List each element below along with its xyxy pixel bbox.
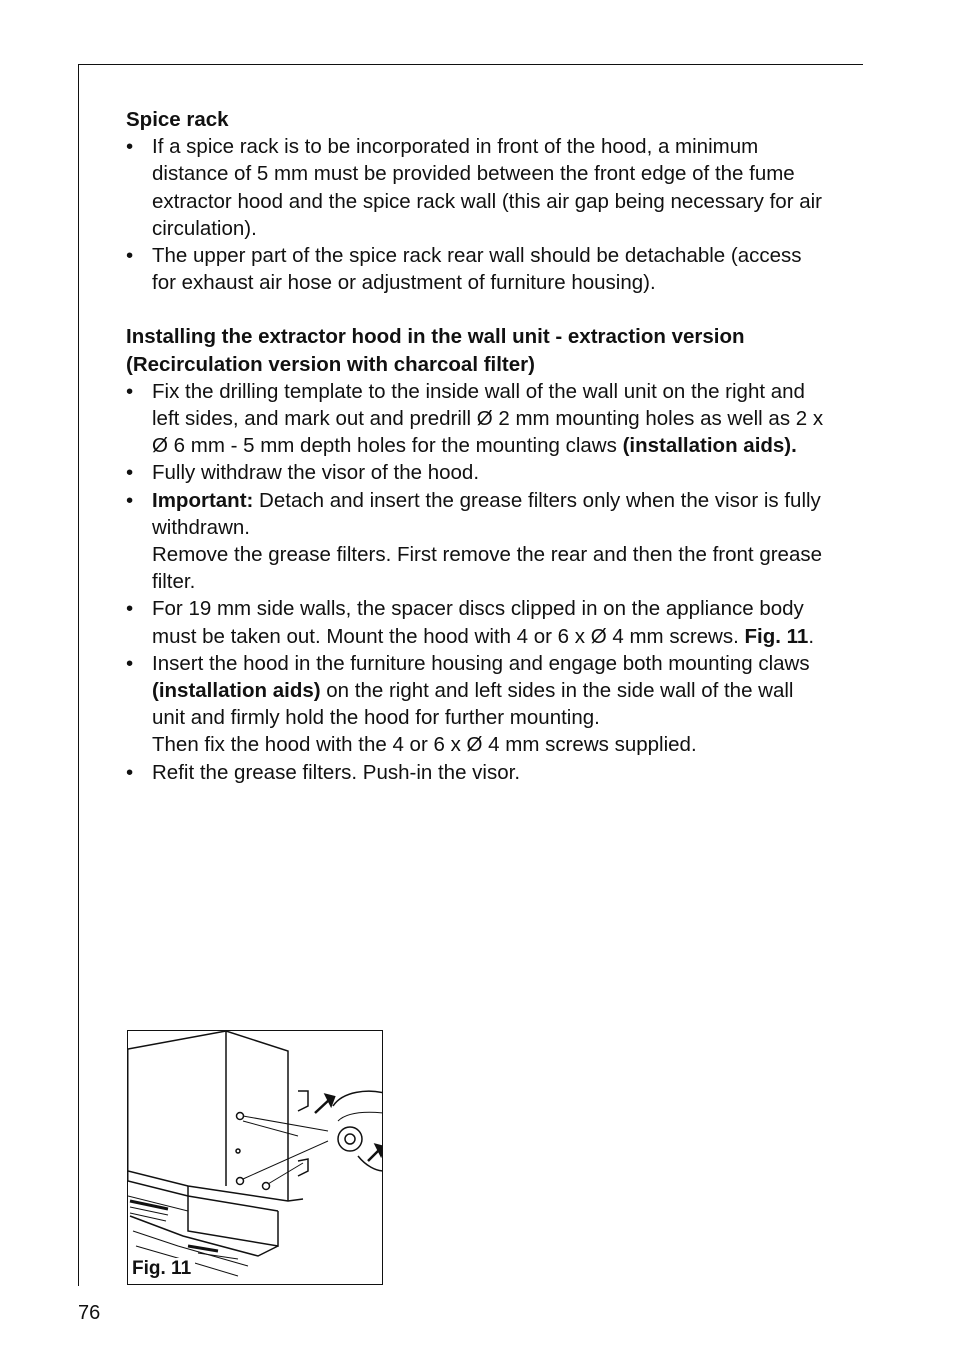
list-item-text-end: . [808, 624, 815, 648]
bullet-glyph: • [126, 461, 134, 485]
list-item-text: The upper part of the spice rack rear wall should be detachable (access for exhaust air hose or adjustment of furniture housing). [152, 244, 802, 295]
bullet-glyph: • [126, 760, 134, 784]
list-item [126, 650, 826, 759]
figure-11 [127, 1030, 383, 1285]
figure-label: Fig. 11 [132, 1258, 195, 1280]
section-spacer [126, 296, 826, 323]
list-item-text: Detach and insert the grease filters only when the visor is fully withdrawn. [152, 488, 821, 539]
bullet-glyph: • [126, 597, 134, 621]
hood-mounting-illustration [128, 1031, 383, 1285]
section-heading-installing [126, 323, 826, 377]
bullet-glyph: • [126, 379, 134, 403]
important-label: Important: [152, 488, 254, 512]
bullet-glyph: • [126, 651, 134, 675]
list-item-bold-text: (installation aids). [622, 434, 797, 458]
bullet-glyph: • [126, 244, 134, 268]
bullet-glyph: • [126, 488, 134, 512]
list-item-text: For 19 mm side walls, the spacer discs clipped in on the appliance body must be taken out. Mount the hood with 4 or 6 x Ø 4 mm screws. [152, 597, 804, 648]
list-item [126, 133, 826, 242]
figure-reference: Fig. 11 [744, 624, 809, 648]
bullet-glyph: • [126, 135, 134, 159]
list-item [126, 459, 826, 486]
page-content [126, 106, 826, 786]
list-item-text: Fix the drilling template to the inside wall of the wall unit on the right and left sides, and mark out and predrill Ø 2 mm mounting holes as well as 2 x Ø 6 mm - 5 mm depth holes for the mounting claws [152, 379, 824, 458]
list-item [126, 759, 826, 786]
page-frame-left-rule [78, 64, 79, 1286]
list-item-text: Fully withdraw the visor of the hood. [152, 461, 480, 485]
installation-steps-list [126, 378, 826, 786]
list-item-text: Insert the hood in the furniture housing and engage both mounting claws [152, 651, 810, 675]
list-item-text-continued: on the right and left sides in the side wall of the wall unit and firmly hold the hood for further mounting. [152, 679, 794, 730]
list-item-text: Refit the grease filters. Push-in the visor. [152, 760, 521, 784]
list-item [126, 242, 826, 296]
heading-line-2: (Recirculation version with charcoal filter) [126, 352, 535, 376]
spice-rack-list [126, 133, 826, 296]
list-item-text-continued: Then fix the hood with the 4 or 6 x Ø 4 mm screws supplied. [152, 733, 697, 757]
page-frame-top-rule [78, 64, 863, 65]
list-item-text: If a spice rack is to be incorporated in front of the hood, a minimum distance of 5 mm must be provided between the front edge of the fume extractor hood and the spice rack wall (this air gap being necessary for air circulation). [152, 135, 823, 240]
section-heading-spice-rack: Spice rack [126, 108, 229, 131]
list-item [126, 595, 826, 649]
heading-line-1: Installing the extractor hood in the wall unit - extraction version [126, 325, 745, 349]
list-item [126, 487, 826, 596]
list-item-text-continued: Remove the grease filters. First remove the rear and then the front grease filter. [152, 543, 822, 594]
page-number: 76 [78, 1302, 101, 1324]
list-item [126, 378, 826, 460]
list-item-bold-text: (installation aids) [152, 679, 321, 703]
